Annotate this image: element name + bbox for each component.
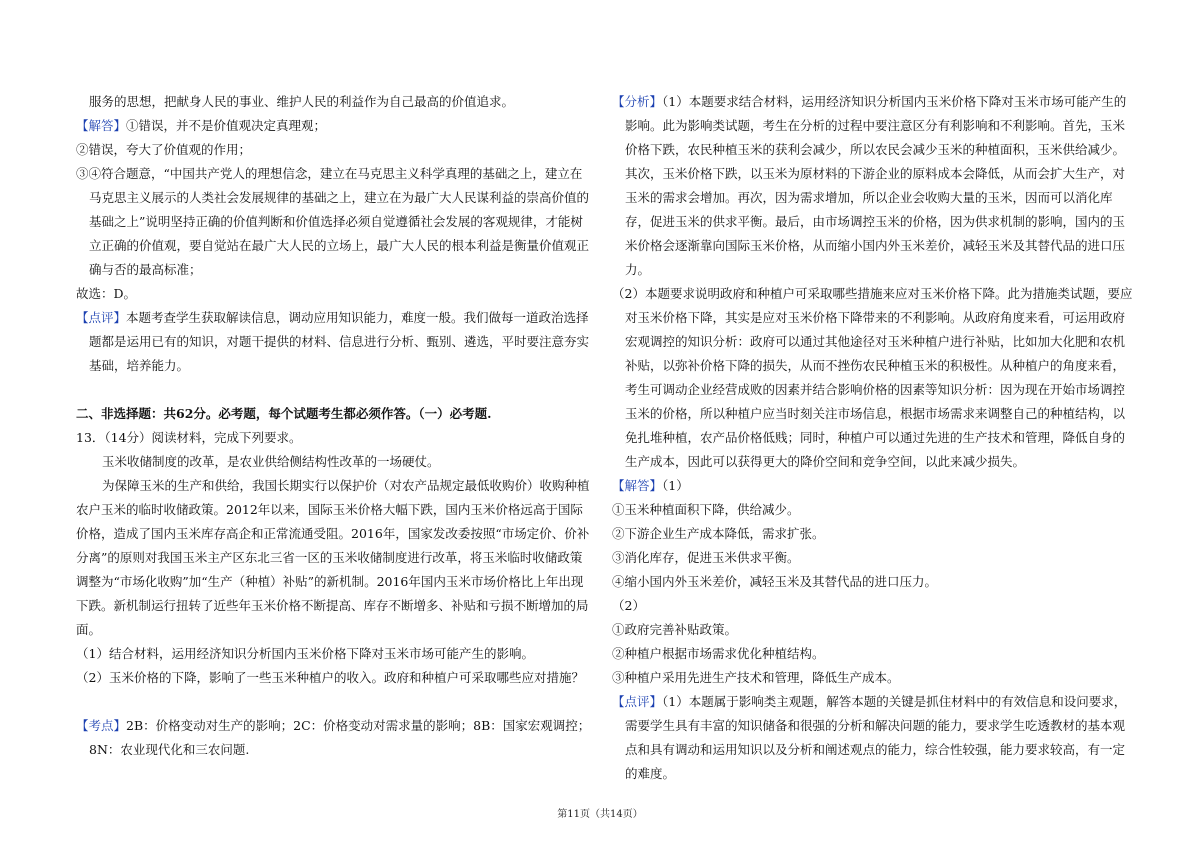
answer-paragraph <box>612 474 1134 498</box>
continuation-text: 服务的思想，把献身人民的事业、维护人民的利益作为自己最高的价值追求。 <box>89 94 515 109</box>
answer-line: ①政府完善补贴政策。 <box>612 622 738 637</box>
comment-tag: 【点评】 <box>612 694 663 709</box>
answer-choice: 故选：D。 <box>76 286 137 301</box>
answer-tag: 【解答】 <box>612 478 663 493</box>
sub-question-1: （1）结合材料，运用经济知识分析国内玉米价格下降对玉米市场可能产生的影响。 <box>76 646 534 661</box>
comment-text: （1）本题属于影响类主观题，解答本题的关键是抓住材料中的有效信息和设问要求，需要学生具有丰富的知识储备和很强的分析和解决问题的能力，要求学生吃透教材的基本观点和具有调动和运用知识以及分析和阐述观点的能力，综合性较强，能力要求较高，有一定的难度。 <box>625 694 1127 781</box>
knowledge-point-paragraph <box>76 714 592 762</box>
analysis-paragraph-1 <box>612 90 1134 282</box>
material-paragraph: 为保障玉米的生产和供给，我国长期实行以保护价（对农产品规定最低收购价）收购种植农户玉米的临时收储政策。2012年以来，国际玉米价格大幅下跌，国内玉米价格远高于国际价格，造成了国内玉米库存高企和正常流通受阻。2016年，国家发改委按照“市场定价、价补分离”的原则对我国玉米主产区东北三省一区的玉米收储制度进行改革，将玉米临时收储政策调整为“市场化收购”加“生产（种植）补贴”的新机制。2016年国内玉米市场价格比上年出现下跌。新机制运行扭转了近些年玉米价格不断提高、库存不断增多、补贴和亏损不断增加的局面。 <box>76 478 590 637</box>
answer-line: ④缩小国内外玉米差价，减轻玉米及其替代品的进口压力。 <box>612 574 938 589</box>
analysis-text-1: （1）本题要求结合材料，运用经济知识分析国内玉米价格下降对玉米市场可能产生的影响。此为影响类试题，考生在分析的过程中要注意区分有利影响和不利影响。首先，玉米价格下跌，农民种植玉米的获利会减少，所以农民会减少玉米的种植面积，玉米供给减少。其次，玉米价格下跌，以玉米为原材料的下游企业的原料成本会降低，从而会扩大生产，对玉米的需求会增加。再次，因为需求增加，所以企业会收购大量的玉米，因而可以消化库存，促进玉米的供求平衡。最后，由市场调控玉米的价格，因为供求机制的影响，国内的玉米价格会逐渐靠向国际玉米价格，从而缩小国内外玉米差价，减轻玉米及其替代品的进口压力。 <box>625 94 1127 277</box>
answer-tag: 【解答】 <box>76 118 127 133</box>
section-heading: 二、非选择题：共62分。必考题，每个试题考生都必须作答。（一）必考题. <box>76 406 492 421</box>
question-13-title: 13．（14分）阅读材料，完成下列要求。 <box>76 430 302 445</box>
material-line-1: 玉米收储制度的改革，是农业供给侧结构性改革的一场硬仗。 <box>102 454 440 469</box>
comment-tag: 【点评】 <box>76 310 127 325</box>
answer-line: ③种植户采用先进生产技术和管理，降低生产成本。 <box>612 670 900 685</box>
comment-paragraph <box>612 690 1134 786</box>
answer-line: ③消化库存，促进玉米供求平衡。 <box>612 550 800 565</box>
comment-text: 本题考查学生获取解读信息，调动应用知识能力，难度一般。我们做每一道政治选择题都是运用已有的知识，对题干提供的材料、信息进行分析、甄别、遴选，平时要注意夯实基础，培养能力。 <box>89 310 590 373</box>
answer-item-2: ②错误，夸大了价值观的作用； <box>76 142 252 157</box>
answer-text: ①错误，并不是价值观决定真理观； <box>126 118 327 133</box>
answer-line: （2） <box>612 598 645 613</box>
left-column <box>76 90 592 762</box>
page-number: 第11页（共14页） <box>557 809 643 820</box>
answer-line: ②下游企业生产成本降低，需求扩张。 <box>612 526 825 541</box>
right-column <box>612 90 1134 786</box>
comment-paragraph <box>76 306 592 378</box>
answer-line: ①玉米种植面积下降，供给减少。 <box>612 502 800 517</box>
knowledge-point-tag: 【考点】 <box>76 718 127 733</box>
answer-text: （1） <box>662 478 689 493</box>
knowledge-point-text: 2B：价格变动对生产的影响；2C：价格变动对需求量的影响；8B：国家宏观调控；8N：农业现代化和三农问题. <box>89 718 591 757</box>
answer-paragraph <box>76 114 592 138</box>
analysis-paragraph-2: （2）本题要求说明政府和种植户可采取哪些措施来应对玉米价格下降。此为措施类试题，要应对玉米价格下降，其实是应对玉米价格下降带来的不利影响。从政府角度来看，可运用政府宏观调控的知识分析：政府可以通过其他途径对玉米种植户进行补贴，比如加大化肥和农机补贴，以弥补价格下降的损失，从而不挫伤农民种植玉米的积极性。从种植户的角度来看，考生可调动企业经营成败的因素并结合影响价格的因素等知识分析：因为现在开始市场调控玉米的价格，所以种植户应当时刻关注市场信息，根据市场需求来调整自己的种植结构，以免扎堆种植，农产品价格低贱；同时，种植户可以通过先进的生产技术和管理，降低自身的生产成本，因此可以获得更大的降价空间和竞争空间，以此来减少损失。 <box>612 286 1133 469</box>
answer-item-3-4: ③④符合题意，“中国共产党人的理想信念，建立在马克思主义科学真理的基础之上，建立在马克思主义展示的人类社会发展规律的基础之上，建立在为最广大人民谋利益的崇高价值的基础之上”说明坚持正确的价值判断和价值选择必须自觉遵循社会发展的客观规律，才能树立正确的价值观，要自觉站在最广大人民的立场上，最广大人民的根本利益是衡量价值观正确与否的最高标准； <box>76 166 590 277</box>
sub-question-2: （2）玉米价格的下降，影响了一些玉米种植户的收入。政府和种植户可采取哪些应对措施？ <box>76 670 584 685</box>
answer-line: ②种植户根据市场需求优化种植结构。 <box>612 646 825 661</box>
analysis-tag: 【分析】 <box>612 94 663 109</box>
